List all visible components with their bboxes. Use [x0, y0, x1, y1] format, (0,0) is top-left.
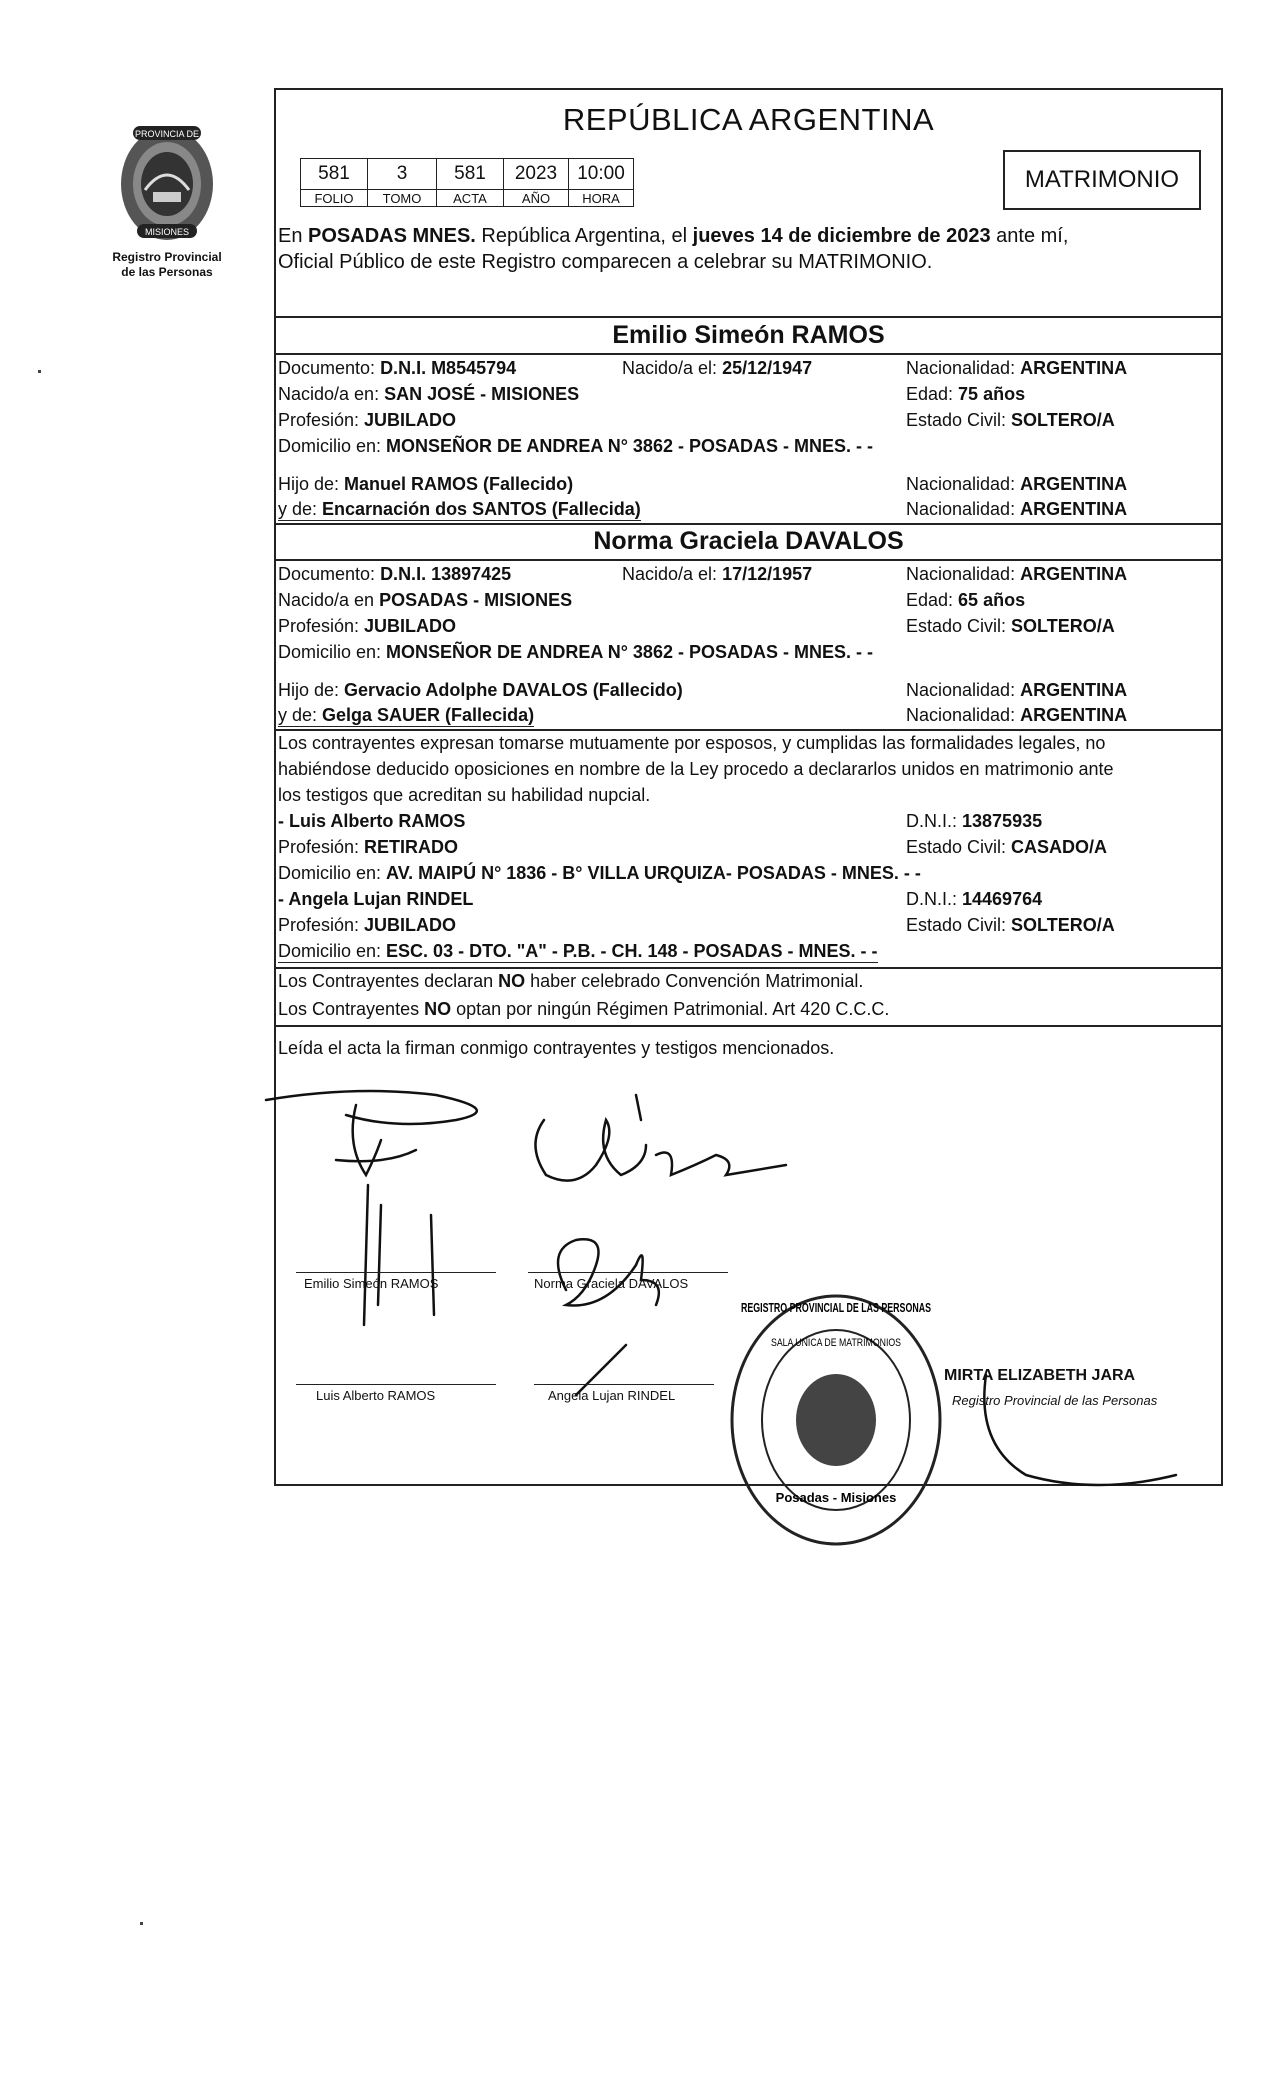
- spouse2-born: 17/12/1957: [722, 564, 813, 584]
- spouse1-profession: [278, 410, 456, 431]
- spouse1-age: [906, 384, 1025, 405]
- witness2-prof: JUBILADO: [364, 915, 457, 935]
- regime-text: Los Contrayentes declaran: [278, 971, 499, 991]
- spouse1-place: SAN JOSÉ - MISIONES: [384, 384, 580, 404]
- witness2-profession: [278, 915, 456, 936]
- witness1-profession: [278, 837, 458, 858]
- acta-value: 581: [437, 159, 504, 190]
- acta-label: ACTA: [437, 190, 504, 207]
- intro-text: ante mí,: [990, 225, 1069, 247]
- spouse1-birthdate: [622, 358, 812, 379]
- spouse1-mother-name: Encarnación dos SANTOS (Fallecida): [322, 499, 641, 519]
- label: Nacionalidad:: [906, 358, 1021, 378]
- label: Estado Civil:: [906, 837, 1012, 857]
- folio-value: 581: [301, 159, 368, 190]
- spouse2-profession: [278, 616, 456, 637]
- folio-label: FOLIO: [301, 190, 368, 207]
- label: Nacido/a el:: [622, 358, 723, 378]
- signature-label-2: Norma Graciela DAVALOS: [534, 1276, 689, 1291]
- spouse1-dni: D.N.I. M8545794: [380, 358, 517, 378]
- spouse1-father: [278, 474, 573, 495]
- label: Edad:: [906, 590, 959, 610]
- spouse1-father-nationality: [906, 474, 1127, 495]
- spouse2-civil: SOLTERO/A: [1011, 616, 1115, 636]
- label: Nacionalidad:: [906, 564, 1021, 584]
- label: D.N.I.:: [906, 811, 963, 831]
- regime-text: optan por ningún Régimen Patrimonial. Art 420 C.C.C.: [451, 999, 890, 1019]
- spouse1-civil-status: [906, 410, 1115, 431]
- label: Hijo de:: [278, 474, 345, 494]
- document-title: REPÚBLICA ARGENTINA: [562, 102, 935, 137]
- witness2-addr: ESC. 03 - DTO. "A" - P.B. - CH. 148 - POSADAS - MNES. - -: [386, 941, 878, 961]
- seal-text-bottom: MISIONES: [144, 227, 190, 237]
- spouse1-birthplace: [278, 384, 579, 405]
- witness1-name: [278, 811, 465, 832]
- label: Nacido/a en:: [278, 384, 385, 404]
- regime-text: Los Contrayentes: [278, 999, 425, 1019]
- divider: [276, 559, 1221, 561]
- divider: [276, 523, 1221, 525]
- stamp-outer-text: REGISTRO PROVINCIAL DE LAS PERSONAS: [741, 1300, 932, 1315]
- spouse1-civil: SOLTERO/A: [1011, 410, 1115, 430]
- logo-caption-line2: de las Personas: [121, 265, 213, 279]
- spouse1-nat: ARGENTINA: [1020, 358, 1128, 378]
- label: Nacionalidad:: [906, 680, 1021, 700]
- label: Nacionalidad:: [906, 499, 1021, 519]
- spouse2-mother: [278, 705, 534, 727]
- regime-line-1: [278, 971, 863, 992]
- spouse1-address: [278, 436, 873, 457]
- signature-label-3: Luis Alberto RAMOS: [316, 1388, 436, 1403]
- label: Domicilio en:: [278, 941, 387, 961]
- spouse2-father: [278, 680, 683, 701]
- signature-line: [534, 1384, 714, 1385]
- hora-label: HORA: [569, 190, 634, 207]
- spouse2-prof: JUBILADO: [364, 616, 457, 636]
- tomo-value: 3: [368, 159, 437, 190]
- witness2-dni: [906, 889, 1042, 910]
- label: Profesión:: [278, 915, 365, 935]
- hora-value: 10:00: [569, 159, 634, 190]
- label: Domicilio en:: [278, 436, 387, 456]
- witness2-name: [278, 889, 473, 910]
- act-type-box: MATRIMONIO: [1003, 150, 1201, 210]
- spouse2-nationality: [906, 564, 1127, 585]
- spouse1-addr: MONSEÑOR DE ANDREA N° 3862 - POSADAS - MNES. - -: [386, 436, 873, 456]
- spouse2-age-value: 65 años: [958, 590, 1026, 610]
- spouse1-father-nat: ARGENTINA: [1020, 474, 1128, 494]
- spouse1-document: [278, 358, 516, 379]
- regime-no: NO: [424, 999, 452, 1019]
- label: Nacionalidad:: [906, 474, 1021, 494]
- witness1-dni-value: 13875935: [962, 811, 1043, 831]
- signature-label-4: Angela Lujan RINDEL: [548, 1388, 676, 1403]
- label: Profesión:: [278, 616, 365, 636]
- marriage-certificate: [274, 88, 1223, 1505]
- regime-no: NO: [498, 971, 526, 991]
- logo-caption-line1: Registro Provincial: [112, 250, 222, 264]
- spouse2-birthplace: [278, 590, 572, 611]
- divider: [276, 1025, 1221, 1027]
- spouse2-civil-status: [906, 616, 1115, 637]
- spouse1-mother-nat: ARGENTINA: [1020, 499, 1128, 519]
- declaration-line-3: los testigos que acreditan su habilidad nupcial.: [278, 785, 651, 805]
- divider: [276, 353, 1221, 355]
- witness2-address: [278, 941, 878, 963]
- declaration-line-1: Los contrayentes expresan tomarse mutuamente por esposos, y cumplidas las formalidades legales, no: [278, 733, 1106, 753]
- witness1-dni: [906, 811, 1042, 832]
- label: Nacido/a en: [278, 590, 380, 610]
- divider: [276, 967, 1221, 969]
- spouse1-mother: [278, 499, 641, 521]
- spouse2-addr: MONSEÑOR DE ANDREA N° 3862 - POSADAS - MNES. - -: [386, 642, 873, 662]
- label: Estado Civil:: [906, 915, 1012, 935]
- spouse1-name: Emilio Simeón RAMOS: [612, 321, 885, 349]
- witness1-addr: AV. MAIPÚ N° 1836 - B° VILLA URQUIZA- POSADAS - MNES. - -: [386, 863, 921, 883]
- registry-logo: [96, 120, 238, 280]
- logo-caption: [96, 250, 238, 280]
- witness2-name-value: - Angela Lujan RINDEL: [278, 889, 474, 909]
- label: y de:: [278, 499, 323, 519]
- witness1-name-value: - Luis Alberto RAMOS: [278, 811, 466, 831]
- anio-label: AÑO: [504, 190, 569, 207]
- spouse1-mother-nationality: [906, 499, 1127, 520]
- seal-text-top: PROVINCIA DE: [134, 129, 200, 139]
- spouse2-name: Norma Graciela DAVALOS: [593, 527, 904, 555]
- tomo-label: TOMO: [368, 190, 437, 207]
- regime-text: haber celebrado Convención Matrimonial.: [525, 971, 864, 991]
- signature-line: [528, 1272, 728, 1273]
- stamp-inner-text: SALA UNICA DE MATRIMONIOS: [771, 1337, 901, 1349]
- intro-line-1: [278, 225, 1068, 248]
- witness1-prof: RETIRADO: [364, 837, 459, 857]
- scan-dot: [38, 370, 41, 373]
- label: Domicilio en:: [278, 642, 387, 662]
- spouse2-father-nationality: [906, 680, 1127, 701]
- anio-value: 2023: [504, 159, 569, 190]
- intro-text: En: [278, 225, 309, 247]
- spouse2-mother-nationality: [906, 705, 1127, 726]
- signature-line: [296, 1272, 496, 1273]
- label: Documento:: [278, 358, 381, 378]
- scan-dot: [140, 1922, 143, 1925]
- official-name: MIRTA ELIZABETH JARA: [944, 1367, 1136, 1384]
- spouse2-place: POSADAS - MISIONES: [379, 590, 573, 610]
- spouse2-nat: ARGENTINA: [1020, 564, 1128, 584]
- spouse2-mother-name: Gelga SAUER (Fallecida): [322, 705, 535, 725]
- label: Domicilio en:: [278, 863, 387, 883]
- signature-label-1: Emilio Simeón RAMOS: [304, 1276, 439, 1291]
- spouse2-document: [278, 564, 511, 585]
- label: Nacido/a el:: [622, 564, 723, 584]
- spouse2-birthdate: [622, 564, 812, 585]
- spouse1-prof: JUBILADO: [364, 410, 457, 430]
- spouse1-father-name: Manuel RAMOS (Fallecido): [344, 474, 574, 494]
- label: Documento:: [278, 564, 381, 584]
- label: Profesión:: [278, 410, 365, 430]
- regime-line-2: [278, 999, 889, 1020]
- spouse2-father-nat: ARGENTINA: [1020, 680, 1128, 700]
- official-role: Registro Provincial de las Personas: [952, 1393, 1158, 1408]
- spouse1-born: 25/12/1947: [722, 358, 813, 378]
- divider: [276, 316, 1221, 318]
- spouse1-nationality: [906, 358, 1127, 379]
- witness1-address: [278, 863, 921, 884]
- closing-statement: Leída el acta la firman conmigo contrayentes y testigos mencionados.: [278, 1038, 835, 1058]
- witness1-civil-status: [906, 837, 1107, 858]
- intro-text: República Argentina, el: [475, 225, 693, 247]
- spouse1-age-value: 75 años: [958, 384, 1026, 404]
- label: Nacionalidad:: [906, 705, 1021, 725]
- label: Profesión:: [278, 837, 365, 857]
- spouse2-dni: D.N.I. 13897425: [380, 564, 512, 584]
- label: Edad:: [906, 384, 959, 404]
- provincial-seal-icon: [115, 120, 219, 246]
- witness2-civil-status: [906, 915, 1115, 936]
- declaration-line-2: habiéndose deducido oposiciones en nombre de la Ley procedo a declararlos unidos en matrimonio ante: [278, 759, 1114, 779]
- spouse2-father-name: Gervacio Adolphe DAVALOS (Fallecido): [344, 680, 683, 700]
- stamp-bottom-text: Posadas - Misiones: [775, 1490, 897, 1505]
- intro-line-2: Oficial Público de este Registro comparecen a celebrar su MATRIMONIO.: [278, 251, 933, 273]
- intro-place: POSADAS MNES.: [308, 225, 476, 247]
- signature-line: [296, 1384, 496, 1385]
- divider: [276, 729, 1221, 731]
- witness2-dni-value: 14469764: [962, 889, 1043, 909]
- label: y de:: [278, 705, 323, 725]
- registry-table: [300, 158, 634, 207]
- label: Hijo de:: [278, 680, 345, 700]
- official-stamp-icon: [726, 1290, 946, 1550]
- spouse2-address: [278, 642, 873, 663]
- witness2-civil: SOLTERO/A: [1011, 915, 1115, 935]
- label: Estado Civil:: [906, 616, 1012, 636]
- label: Estado Civil:: [906, 410, 1012, 430]
- label: D.N.I.:: [906, 889, 963, 909]
- intro-date: jueves 14 de diciembre de 2023: [692, 225, 991, 247]
- spouse2-mother-nat: ARGENTINA: [1020, 705, 1128, 725]
- witness1-civil: CASADO/A: [1011, 837, 1108, 857]
- spouse2-age: [906, 590, 1025, 611]
